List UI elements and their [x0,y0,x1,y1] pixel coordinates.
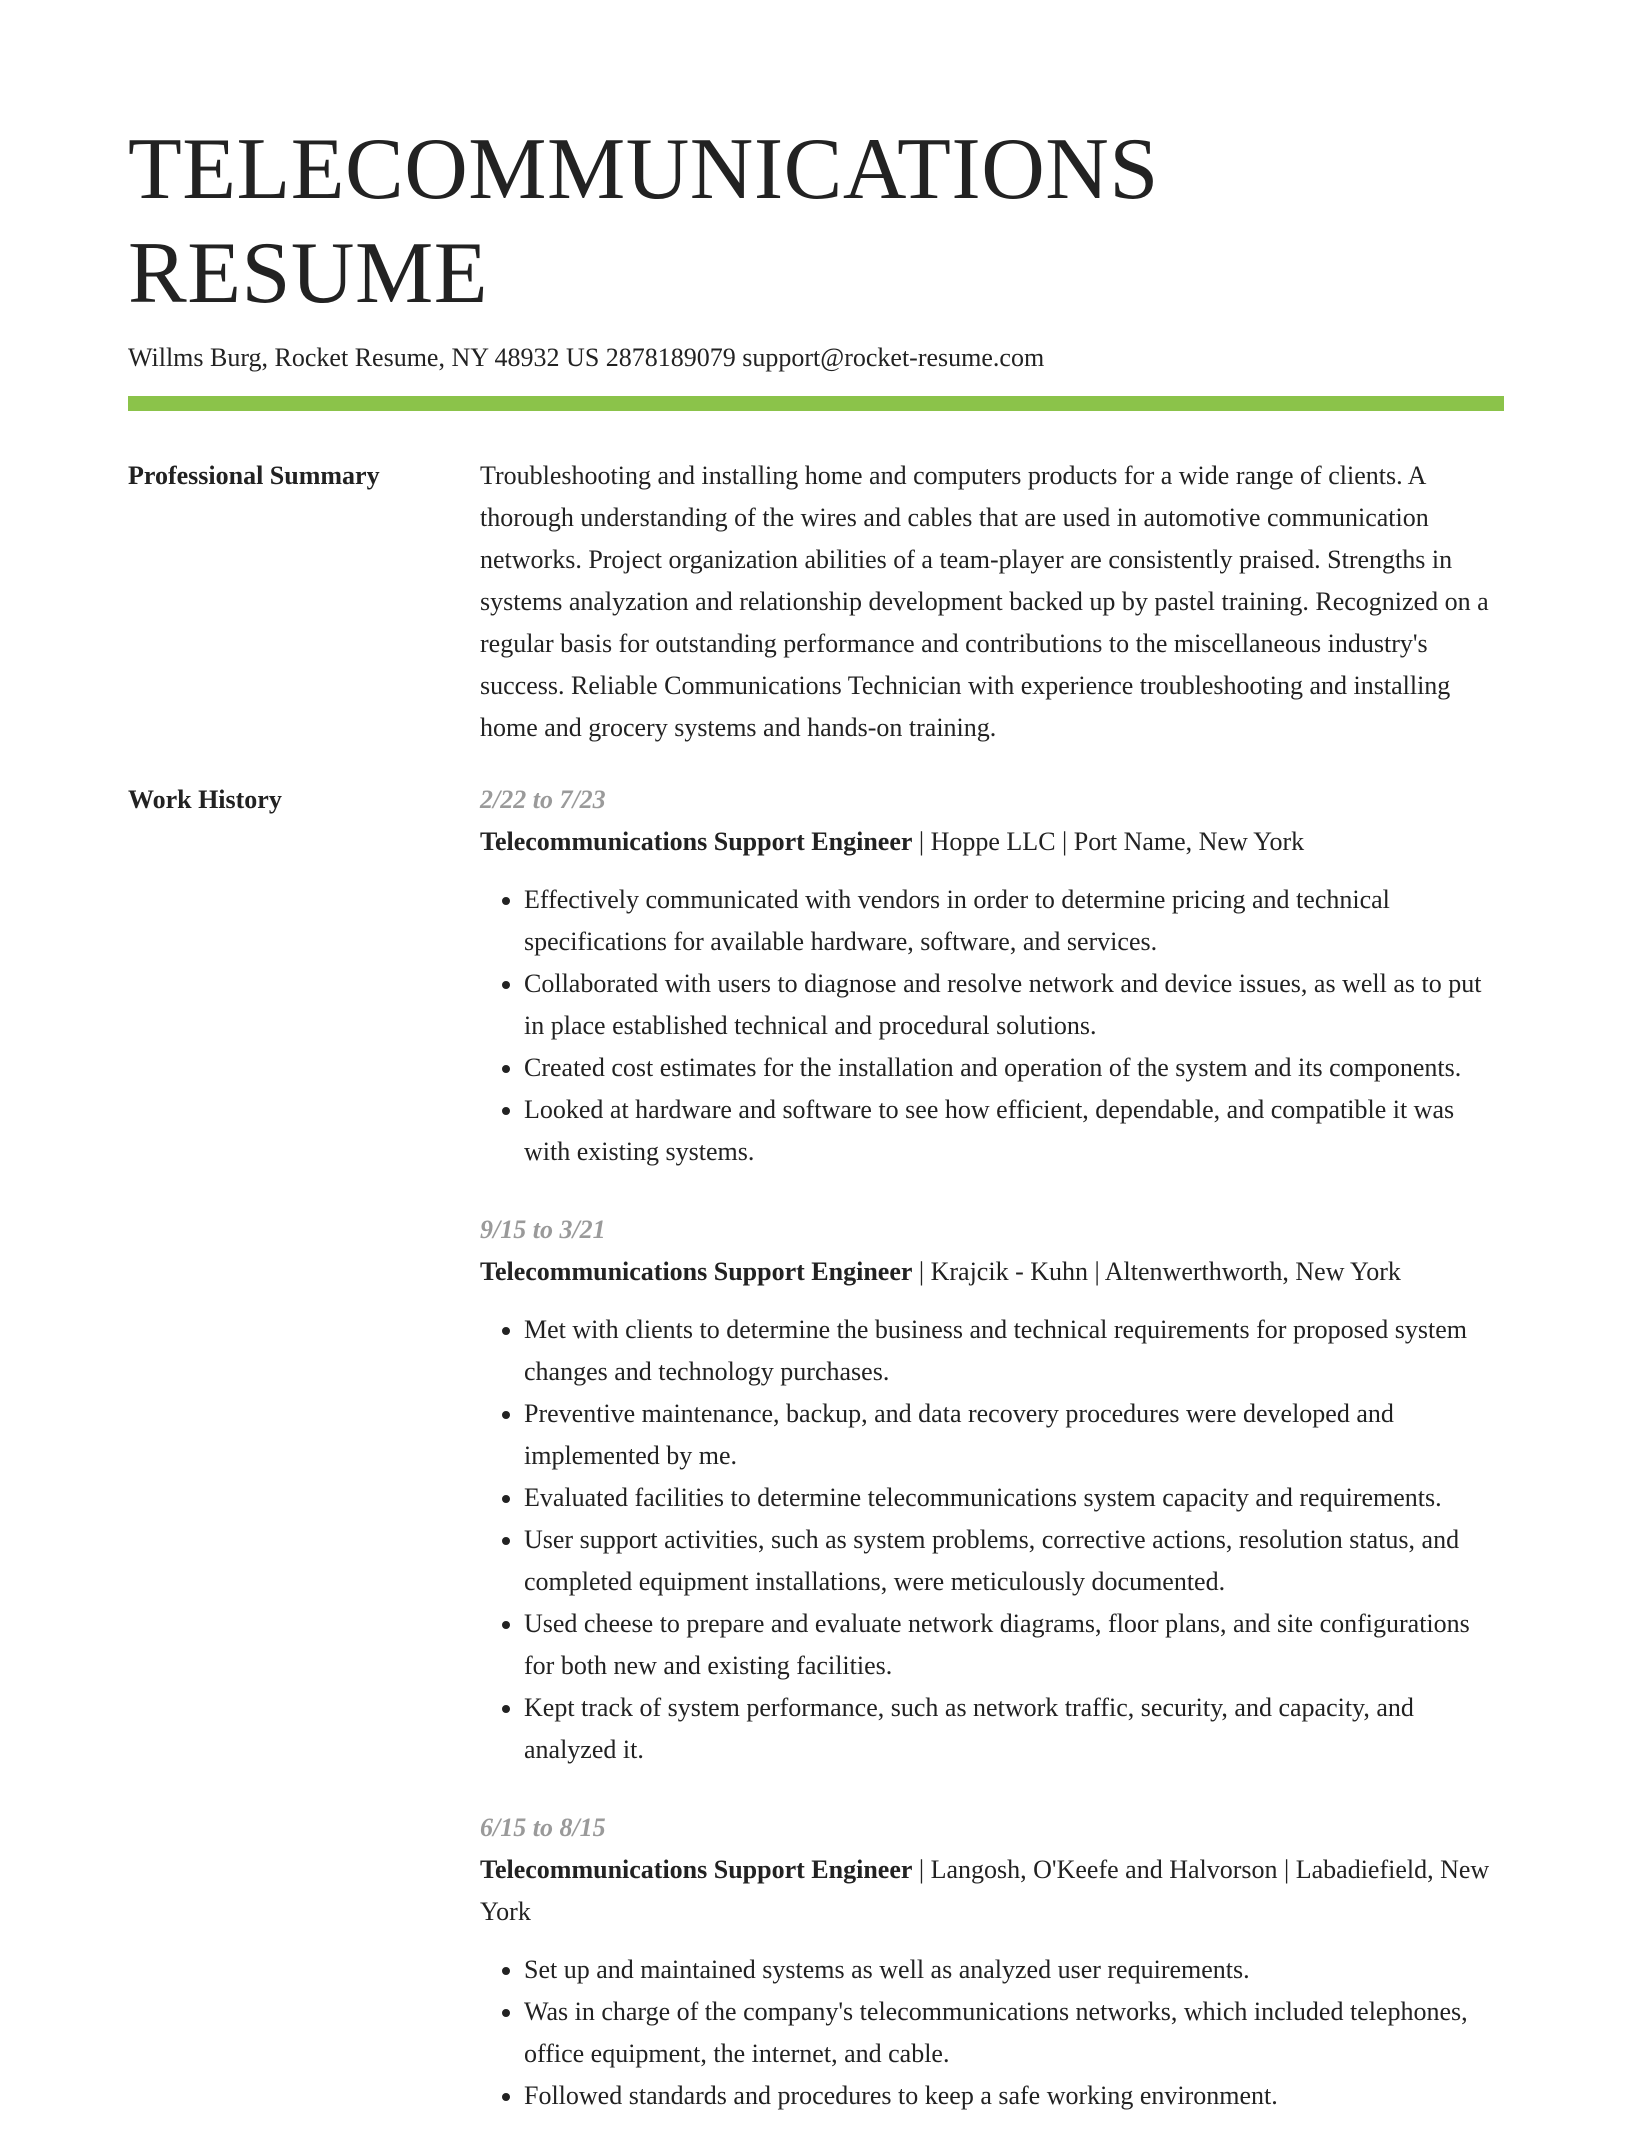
job-bullet: • Looked at hardware and software to see how efficient, dependable, and compatible it was with existing systems. [524,1089,1504,1173]
job-bullet: • Preventive maintenance, backup, and data recovery procedures were developed and implemented by me. [524,1393,1504,1477]
professional-summary-section [128,455,1504,749]
job-bullet: • Created cost estimates for the installation and operation of the system and its components. [524,1047,1504,1089]
summary-body [480,455,1504,749]
job-title-line [480,1849,1504,1933]
job-bullet: • Was in charge of the company's telecommunications networks, which included telephones, office equipment, the internet, and cable. [524,1991,1504,2075]
job-entry [480,779,1504,1173]
summary-text: Troubleshooting and installing home and computers products for a wide range of clients. A thorough understanding of the wires and cables that are used in automotive communication networks. Project organization abilities of a team-player are consistently praised. Strengths in systems analyzation and relationship development backed up by pastel training. Recognized on a regular basis for outstanding performance and contributions to the miscellaneous industry's success. Reliable Communications Technician with experience troubleshooting and installing home and grocery systems and hands-on training. [480,461,1489,742]
job-company-location: | Hoppe LLC | Port Name, New York [912,827,1305,856]
job-bullet-list [480,1949,1504,2117]
accent-divider [128,396,1504,411]
job-bullet: • Kept track of system performance, such as network traffic, security, and capacity, and analyzed it. [524,1687,1504,1771]
job-date: 6/15 to 8/15 [480,1813,606,1842]
job-company-location: | Krajcik - Kuhn | Altenwerthworth, New York [912,1257,1401,1286]
job-bullet-list [480,879,1504,1173]
job-bullet: • Evaluated facilities to determine telecommunications system capacity and requirements. [524,1477,1504,1519]
job-bullet: • Followed standards and procedures to keep a safe working environment. [524,2075,1504,2117]
job-title: Telecommunications Support Engineer [480,827,913,856]
job-entry [480,1209,1504,1771]
job-bullet: • Effectively communicated with vendors in order to determine pricing and technical specifications for available hardware, software, and services. [524,879,1504,963]
contact-line: Willms Burg, Rocket Resume, NY 48932 US 2878189079 support@rocket-resume.com [128,343,1045,372]
resume-page [128,118,1504,2153]
job-bullet: • User support activities, such as system problems, corrective actions, resolution status, and completed equipment installations, were meticulously documented. [524,1519,1504,1603]
job-date: 2/22 to 7/23 [480,785,606,814]
section-label-professional-summary: Professional Summary [128,461,380,490]
job-company-location: | Langosh, O'Keefe and Halvorson | Labadiefield, New York [480,1855,1490,1926]
job-date: 9/15 to 3/21 [480,1215,606,1244]
job-bullet: • Used cheese to prepare and evaluate network diagrams, floor plans, and site configurations for both new and existing facilities. [524,1603,1504,1687]
job-title: Telecommunications Support Engineer [480,1257,913,1286]
section-label-work-history: Work History [128,785,282,814]
job-title-line [480,821,1504,863]
job-bullet: • Set up and maintained systems as well as analyzed user requirements. [524,1949,1504,1991]
job-title-line [480,1251,1504,1293]
job-bullet: • Collaborated with users to diagnose and resolve network and device issues, as well as to put in place established technical and procedural solutions. [524,963,1504,1047]
work-history-list [480,779,1504,2153]
job-entry [480,1807,1504,2117]
job-title: Telecommunications Support Engineer [480,1855,913,1884]
job-bullet: • Met with clients to determine the business and technical requirements for proposed system changes and technology purchases. [524,1309,1504,1393]
job-bullet-list [480,1309,1504,1771]
resume-title: TELECOMMUNICATIONS RESUME [128,121,1159,322]
work-history-section [128,779,1504,2153]
